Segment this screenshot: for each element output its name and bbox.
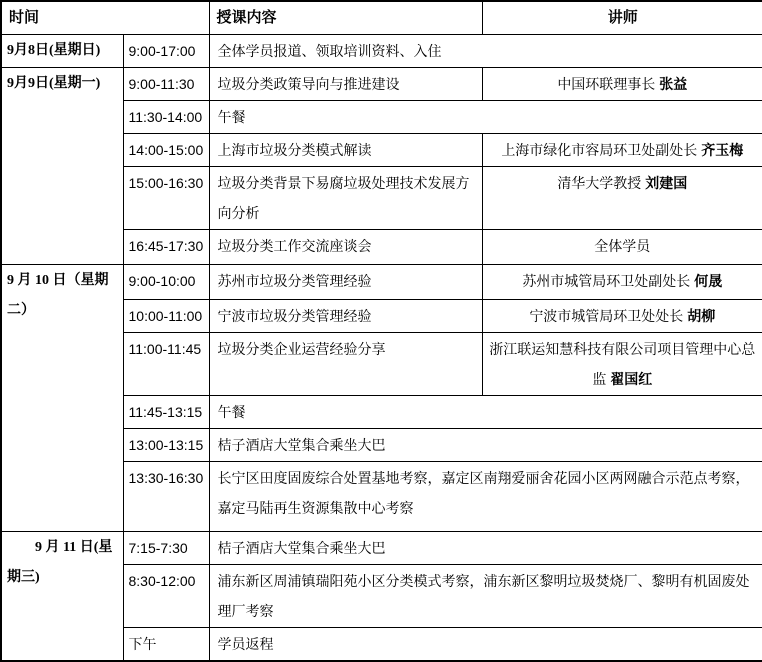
col-header-content: 授课内容 [209,1,482,35]
lecturer-title: 中国环联理事长 [557,76,656,92]
lecturer-cell [482,167,762,230]
lecturer-name: 张益 [659,76,688,92]
time-cell: 16:45-17:30 [123,230,209,265]
lecturer-cell [482,333,762,396]
col-header-time: 时间 [1,1,209,35]
content-cell: 上海市垃圾分类模式解读 [209,134,482,167]
content-cell: 午餐 [209,101,762,134]
content-cell: 桔子酒店大堂集合乘坐大巴 [209,532,762,565]
date-cell: 9 月 10 日（星期二） [1,265,123,532]
col-header-lecturer: 讲师 [482,1,762,35]
table-row [1,35,762,68]
date-cell: 9 月 11 日(星期三) [1,532,123,662]
time-cell: 10:00-11:00 [123,300,209,333]
date-cell: 9月8日(星期日) [1,35,123,68]
content-cell: 垃圾分类政策导向与推进建设 [209,68,482,101]
date-cell: 9月9日(星期一) [1,68,123,265]
time-cell: 9:00-11:30 [123,68,209,101]
time-cell: 9:00-10:00 [123,265,209,300]
lecturer-title: 清华大学教授 [557,175,642,191]
lecturer-cell [482,134,762,167]
lecturer-name: 何晟 [694,273,723,289]
content-cell: 桔子酒店大堂集合乘坐大巴 [209,429,762,462]
time-cell: 11:45-13:15 [123,396,209,429]
time-cell: 下午 [123,628,209,662]
content-cell: 垃圾分类企业运营经验分享 [209,333,482,396]
time-cell: 13:30-16:30 [123,462,209,532]
lecturer-cell [482,68,762,101]
time-cell: 11:00-11:45 [123,333,209,396]
content-cell: 学员返程 [209,628,762,662]
table-row [1,532,762,565]
lecturer-title: 全体学员 [594,238,651,254]
content-cell: 浦东新区周浦镇瑞阳苑小区分类模式考察，浦东新区黎明垃圾焚烧厂、黎明有机固废处理厂考察 [209,565,762,628]
lecturer-title: 浙江联运知慧科技有限公司项目管理中心总监 [489,341,756,387]
time-cell: 9:00-17:00 [123,35,209,68]
table-row [1,265,762,300]
time-cell: 15:00-16:30 [123,167,209,230]
lecturer-cell [482,265,762,300]
time-cell: 11:30-14:00 [123,101,209,134]
content-cell: 宁波市垃圾分类管理经验 [209,300,482,333]
time-cell: 7:15-7:30 [123,532,209,565]
lecturer-name: 翟国红 [610,371,653,387]
lecturer-cell [482,300,762,333]
lecturer-title: 苏州市城管局环卫处副处长 [522,273,691,289]
lecturer-name: 刘建国 [645,175,688,191]
header-row [1,1,762,35]
content-cell: 垃圾分类背景下易腐垃圾处理技术发展方向分析 [209,167,482,230]
time-cell: 13:00-13:15 [123,429,209,462]
table-row [1,68,762,101]
lecturer-name: 胡柳 [687,308,716,324]
content-cell: 长宁区田度固废综合处置基地考察，嘉定区南翔爱丽舍花园小区两网融合示范点考察，嘉定马陆再生资源集散中心考察 [209,462,762,532]
content-cell: 苏州市垃圾分类管理经验 [209,265,482,300]
time-cell: 14:00-15:00 [123,134,209,167]
content-cell: 午餐 [209,396,762,429]
lecturer-title: 上海市绿化市容局环卫处副处长 [501,142,698,158]
lecturer-cell [482,230,762,265]
time-cell: 8:30-12:00 [123,565,209,628]
content-cell: 垃圾分类工作交流座谈会 [209,230,482,265]
content-cell: 全体学员报道、领取培训资料、入住 [209,35,762,68]
lecturer-name: 齐玉梅 [701,142,744,158]
lecturer-title: 宁波市城管局环卫处处长 [529,308,684,324]
